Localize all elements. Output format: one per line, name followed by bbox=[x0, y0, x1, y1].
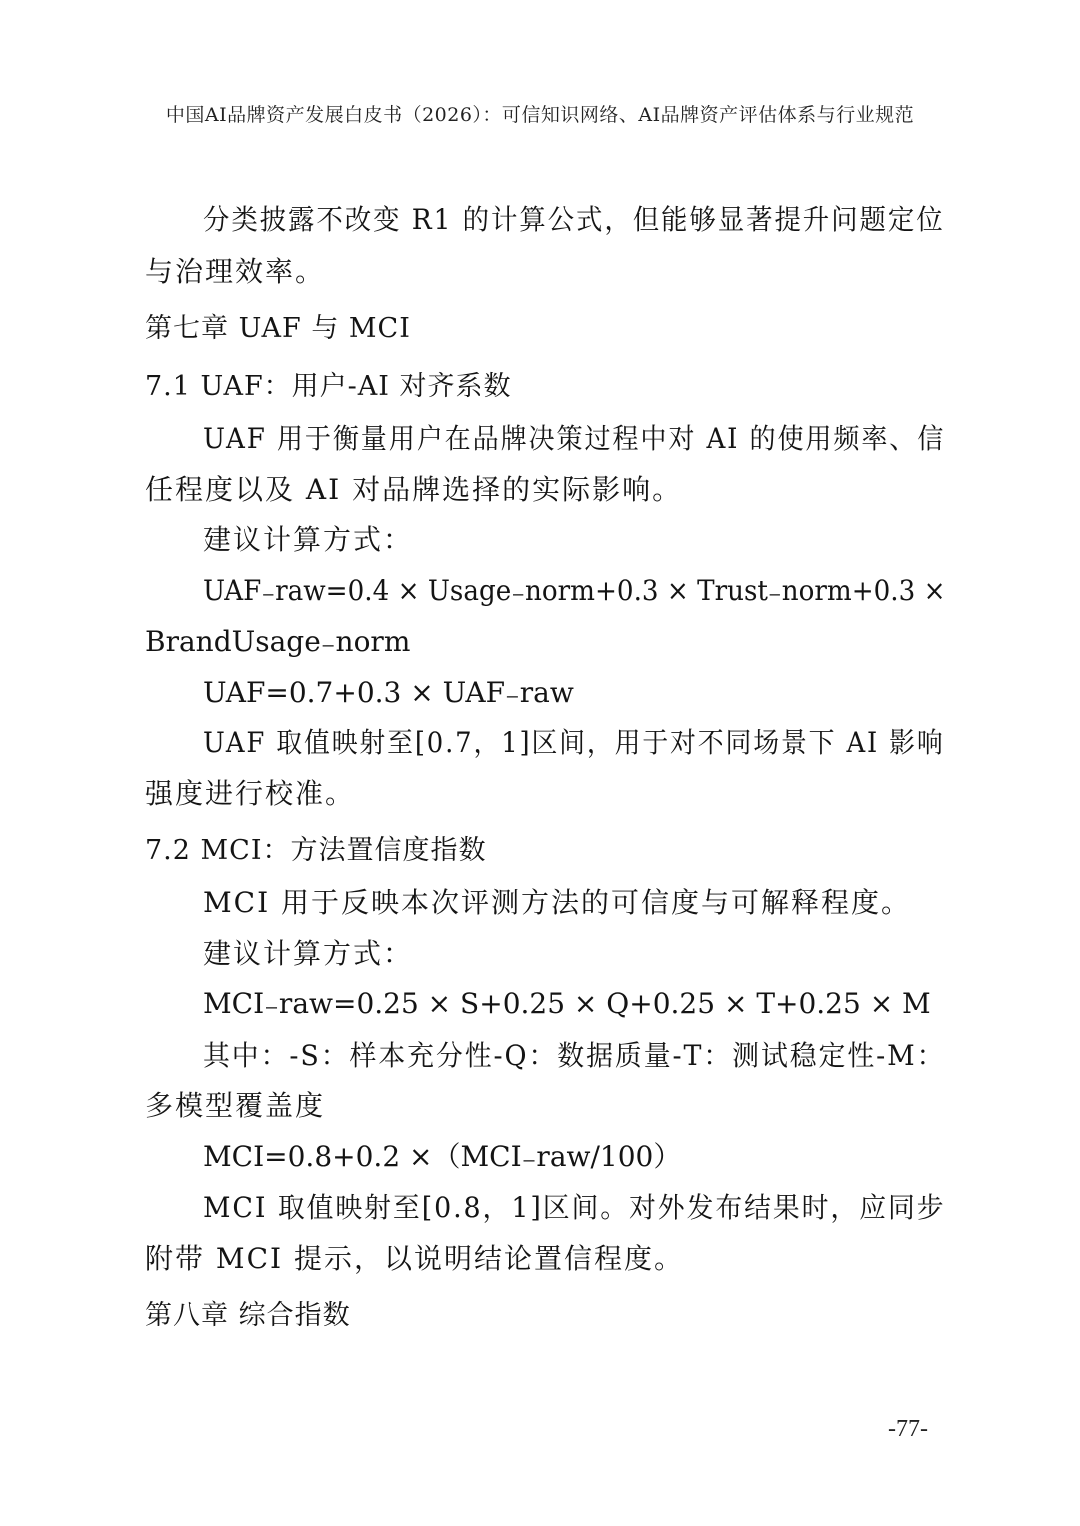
chapter-7-heading: 第七章 UAF 与 MCI bbox=[145, 313, 411, 344]
body-line: 其中：-S：样本充分性-Q：数据质量-T：测试稳定性-M： bbox=[203, 1039, 946, 1072]
uaf-raw-formula: UAF₋raw=0.4 × Usage₋norm+0.3 × Trust₋norm+0.3 × bbox=[203, 574, 946, 607]
body-line: 分类披露不改变 R1 的计算公式，但能够显著提升问题定位 bbox=[203, 203, 945, 236]
body-line: UAF 取值映射至[0.7，1]区间，用于对不同场景下 AI 影响 bbox=[203, 726, 945, 759]
body-line: 强度进行校准。 bbox=[145, 777, 356, 810]
section-7-1-heading: 7.1 UAF：用户-AI 对齐系数 bbox=[145, 371, 512, 402]
body-line: 建议计算方式： bbox=[203, 937, 414, 970]
uaf-raw-formula-cont: BrandUsage₋norm bbox=[145, 625, 411, 658]
body-line: 与治理效率。 bbox=[145, 255, 326, 288]
uaf-formula: UAF=0.7+0.3 × UAF₋raw bbox=[203, 676, 574, 709]
running-header: 中国AI品牌资产发展白皮书（2026）：可信知识网络、AI品牌资产评估体系与行业规范 bbox=[165, 104, 915, 126]
section-7-2-heading: 7.2 MCI：方法置信度指数 bbox=[145, 835, 487, 866]
chapter-8-heading: 第八章 综合指数 bbox=[145, 1300, 351, 1331]
body-line: UAF 用于衡量用户在品牌决策过程中对 AI 的使用频率、信 bbox=[203, 422, 946, 455]
mci-formula: MCI=0.8+0.2 ×（MCI₋raw/100） bbox=[203, 1140, 682, 1173]
body-line: 任程度以及 AI 对品牌选择的实际影响。 bbox=[145, 473, 683, 506]
body-line: 多模型覆盖度 bbox=[145, 1089, 326, 1122]
page-number: -77- bbox=[888, 1416, 928, 1442]
body-line: 附带 MCI 提示，以说明结论置信程度。 bbox=[145, 1242, 684, 1275]
body-line: 建议计算方式： bbox=[203, 523, 414, 556]
body-line: MCI 用于反映本次评测方法的可信度与可解释程度。 bbox=[203, 886, 912, 919]
mci-raw-formula: MCI₋raw=0.25 × S+0.25 × Q+0.25 × T+0.25 × M bbox=[203, 987, 931, 1020]
body-line: MCI 取值映射至[0.8，1]区间。对外发布结果时，应同步 bbox=[203, 1191, 946, 1224]
